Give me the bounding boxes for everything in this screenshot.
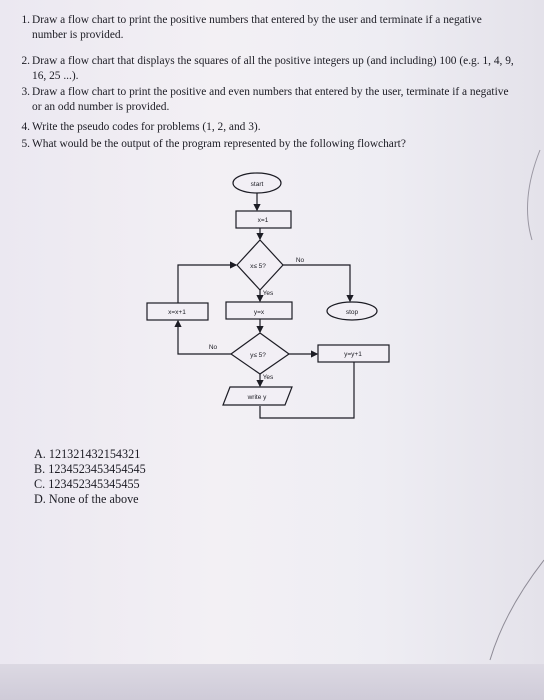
question-text: Write the pseudo codes for problems (1, 2, and 3).: [32, 121, 261, 133]
write-label: write y: [247, 394, 267, 401]
incr-y-label: y=y+1: [344, 351, 362, 358]
cond2-no-label: No: [208, 344, 218, 351]
start-label: start: [250, 181, 264, 188]
question-text: Draw a flow chart that displays the squares of all the positive integers up (and including) 100 (e.g. 1, 4, 9, 16, 25 ...).: [32, 55, 514, 82]
question-number: 3.: [21, 86, 30, 98]
option-d: D. None of the above: [34, 492, 139, 506]
stop-label: stop: [345, 309, 359, 316]
question-text: Draw a flow chart to print the positive and even numbers that entered by the user, terminate if a negative or an odd number is provided.: [32, 86, 509, 113]
init-label: x=1: [257, 217, 269, 224]
question-number: 4.: [21, 121, 30, 133]
question-text: What would be the output of the program represented by the following flowchart?: [32, 138, 406, 150]
cond1-no-label: No: [295, 257, 305, 264]
question-number: 5.: [21, 138, 30, 150]
option-c: C. 123452345345455: [34, 477, 140, 491]
cond2-label: y≤ 5?: [250, 352, 266, 359]
question-number: 2.: [21, 55, 30, 67]
incr-x-label: x=x+1: [168, 309, 186, 316]
option-a: A. 121321432154321: [34, 447, 141, 461]
cond1-yes-label: Yes: [262, 290, 274, 297]
option-b: B. 1234523453454545: [34, 462, 146, 476]
question-number: 1.: [21, 14, 30, 26]
cond1-label: x≤ 5?: [250, 263, 266, 270]
assign-y-label: y=x: [253, 309, 265, 316]
cond2-yes-label: Yes: [262, 374, 274, 381]
question-text: Draw a flow chart to print the positive numbers that entered by the user and terminate if a negative number is provided.: [32, 14, 482, 41]
